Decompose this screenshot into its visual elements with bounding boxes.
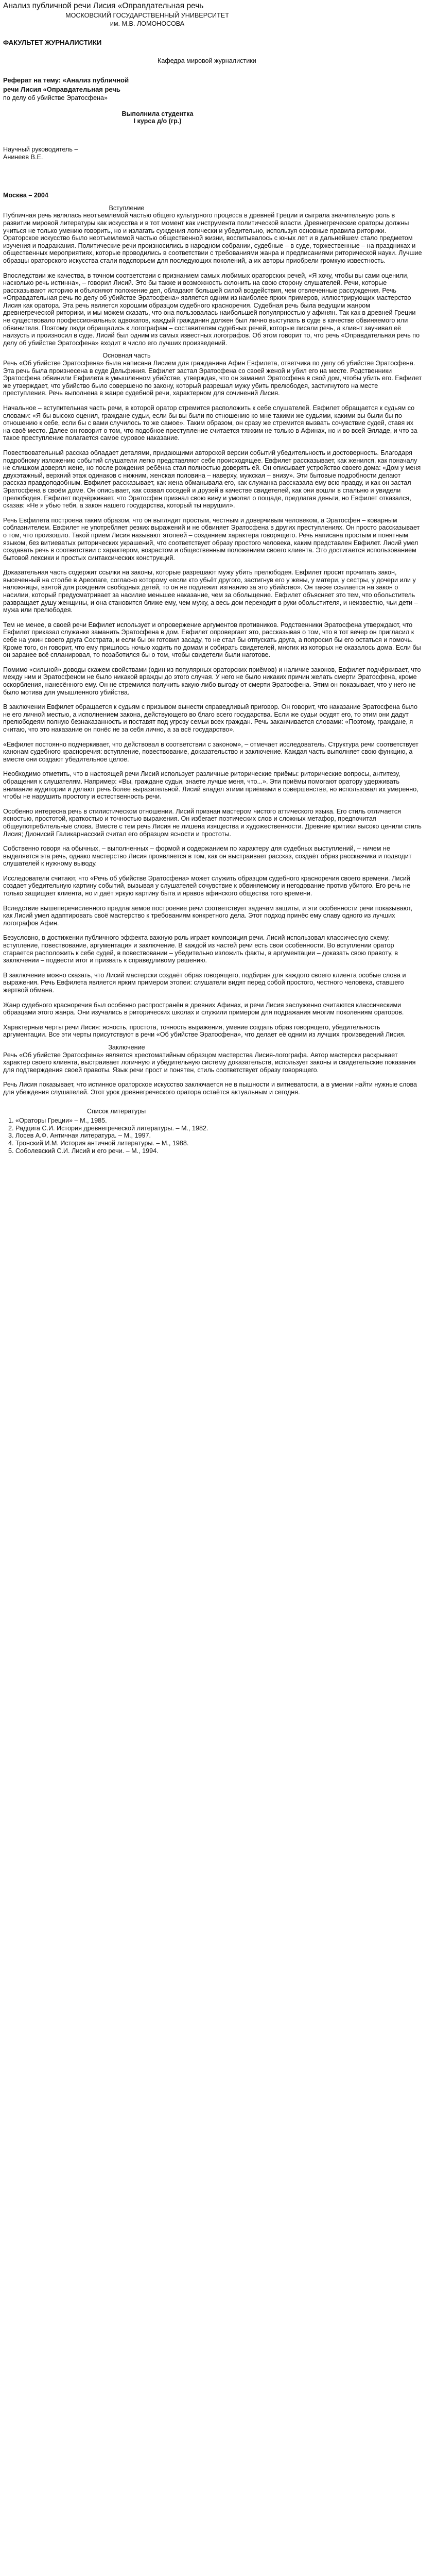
body-paragraph: Жанр судебного красноречия был особенно распространён в древних Афинах, и речи Лисия заслуженно считаются классическими образцами этого жанра. Они изучались в риторических школах и служили примером для подражания многим поколениям ораторов.: [3, 1001, 404, 1016]
section-heading: Основная часть: [102, 352, 151, 360]
body-paragraph: «Евфилет постоянно подчеркивает, что действовал в соответствии с законом», – отмечает исследователь. Структура речи соответствует канонам судебного красноречия: вступление, повествование, доказательство и заключение. Каждая часть выполняет свою функцию, а вместе они создают убедительное целое.: [3, 740, 418, 763]
body-paragraph: Доказательная часть содержит ссылки на законы, которые разрешают мужу убить прелюбодея. Евфилет просит прочитать закон, высеченный на столбе в Ареопаге, согласно которому «если кто убьёт другого, застигнув его у жены, у матери, у сестры, у дочери или у наложницы, взятой для рождения свободных детей, то он не подлежит изгнанию за это убийство». Он также ссылается на закон о насилии, который предусматривает за насилие меньшее наказание, чем за обольщение. Евфилет объясняет это тем, что обольститель развращает душу женщины, и она становится ближе ему, чем мужу, а весь дом переходит в руки обольстителя, и неизвестно, чьи дети – мужа или прелюбодея.: [3, 569, 418, 614]
body-paragraph: Повествовательный рассказ обладает деталями, придающими авторской версии событий убедительность и достоверность. Благодаря подробному изложению событий слушатели легко представляют себе происходящее. Евфилет рассказывает, как женился, как поначалу не слишком доверял жене, но после рождения ребёнка стал полностью доверять ей. Он описывает устройство своего дома: «Дом у меня двухэтажный, верхний этаж одинаков с нижним, женская половина – наверху, мужская – внизу». Эти бытовые подробности делают рассказ правдоподобным. Евфилет рассказывает, как жена обманывала его, как служанка рассказала ему всю правду, и как он застал Эратосфена в своём доме. Он описывает, как созвал соседей и друзей в качестве свидетелей, как они вошли в спальню и увидели прелюбодея. Евфилет подчёркивает, что Эратосфен признал свою вину и умолял о пощаде, предлагая деньги, но Евфилет отказался, сказав: «Не я убью тебя, а закон нашего государства, который ты нарушил».: [3, 449, 421, 510]
university-subtitle: им. М.В. ЛОМОНОСОВА: [110, 20, 185, 27]
body-paragraph: Безусловно, в достижении публичного эффекта важную роль играет композиция речи. Лисий использовал классическую схему: вступление, повествование, аргументация и заключение. В каждой из частей речи есть свои особенности. Во вступлении оратор старается расположить к себе судей, в повествовании – убедительно изложить факты, в аргументации – доказать свою правоту, в заключении – подвести итог и призвать к справедливому решению.: [3, 934, 398, 964]
body-paragraph: Речь «Об убийстве Эратосфена» была написана Лисием для гражданина Афин Евфилета, ответчика по делу об убийстве Эратосфена. Эта речь была произнесена в суде Дельфиния. Евфилет застал Эратосфена со своей женой и убил его на месте. Родственники Эратосфена обвинили Евфилета в умышленном убийстве, утверждая, что он заманил Эратосфена в свой дом, чтобы убить его. Евфилет же утверждает, что убийство было совершено по закону, который разрешал мужу убить прелюбодея, застигнутого на месте преступления. Речь выполнена в жанре судебной речи, характерном для сочинений Лисия.: [3, 360, 422, 397]
body-paragraph: Собственно говоря на обычных, – выполненных – формой и содержанием по характеру для судебных выступлений, – ничем не выделяется эта речь, однако мастерство Лисия проявляется в том, как он выстраивает рассказ, создаёт образ рассказчика и подводит слушателей к нужному выводу.: [3, 845, 412, 868]
reference-item: 2. Радцига С.И. История древнегреческой литературы. – М., 1982.: [15, 1125, 422, 1132]
body-paragraph: Особенно интересна речь в стилистическом отношении. Лисий признан мастером чистого аттического языка. Его стиль отличается ясностью, простотой, краткостью и точностью выражения. Он избегает поэтических слов и сложных метафор, предпочитая общеупотребительные слова. Вместе с тем речь Лисия не лишена изящества и художественности. Древние критики высоко ценили стиль Лисия; Дионисий Галикарнасский считал его образцом ясности и простоты.: [3, 807, 422, 838]
body-paragraph: Исследователи считают, что «Речь об убийстве Эратосфена» может служить образцом судебного красноречия своего времени. Лисий создает убедительную картину событий, вызывая у слушателей сочувствие к обвиняемому и негодование против убитого. Его речь не только защищает клиента, но и даёт яркую картину быта и нравов афинского общества того времени.: [3, 874, 411, 897]
place-year: Москва – 2004: [3, 192, 48, 199]
body-paragraph: Публичная речь являлась неотъемлемой частью общего культурного процесса в древней Греции и сыграла значительную роль в развитии мировой литературы как искусства и в тот момент как инструмента политической власти. Древнегреческие ораторы должны учиться не только умению говорить, но и излагать суждения логически и убедительно, используя основные правила риторики. Ораторское искусство было неотъемлемой частью общественной жизни, воспитывалось с юных лет и в дальнейшем стало предметом изучения и подражания. Политические речи произносились в народном собрании, судебные – в суде, торжественные – на праздниках и общественных мероприятиях, которые проводились в соответствии с требованиями жанра и предписаниями риторической науки. Лучшие образцы ораторского искусства стали подспорьем для последующих поколений, а их авторы приобрели громкую известность.: [3, 212, 422, 264]
department-label: Кафедра мировой журналистики: [158, 57, 256, 64]
body-paragraph: Речь Евфилета построена таким образом, что он выглядит простым, честным и доверчивым человеком, а Эратосфен – коварным соблазнителем. Евфилет не употребляет резких выражений и не обвиняет Эратосфена в других преступлениях. Он просто рассказывает о том, что произошло. Такой прием Лисия называют этопеей – созданием характера говорящего. Речь написана простым и понятным языком, без витиеватых риторических украшений, что соответствует образу простого человека, каким представлен Евфилет. Лисий умел создавать речь в соответствии с характером, возрастом и общественным положением своего клиента. Это достигается использованием бытовой лексики и простых синтаксических конструкций.: [3, 516, 420, 562]
references-title: Список литературы: [86, 1107, 146, 1115]
references-list: [3, 1117, 422, 1155]
body-paragraph: Вследствие вышеперечисленного предлагаемое построение речи соответствует задачам защиты, и эти особенности речи показывают, как Лисий умел адаптировать своё мастерство к требованиям конкретного дела. Этот подход принёс ему славу одного из лучших логографов Афин.: [3, 904, 412, 927]
faculty-heading: ФАКУЛЬТЕТ ЖУРНАЛИСТИКИ: [3, 39, 102, 46]
section-heading: Вступление: [109, 204, 145, 212]
supervisor-label: Научный руководитель –: [3, 145, 78, 153]
body-paragraph: Начальное – вступительная часть речи, в которой оратор стремится расположить к себе слушателей. Евфилет обращается к судьям со словами: «Я бы высоко оценил, граждане судьи, если бы вы были по отношению ко мне такими же судьями, какими вы были бы по отношению к себе, если бы с вами случилось то же самое». Таким образом, он сразу же стремится вызвать сочувствие судей, ставя их на своё место. Далее он говорит о том, что подобное преступление считается тяжким не только в Афинах, но и во всей Элладе, и что за такое преступление полагается самое суровое наказание.: [3, 404, 417, 442]
body-paragraph: Помимо «сильной» доводы скажем свойствами (один из популярных ораторских приёмов) и наличие законов, Евфилет подчёркивает, что между ним и Эратосфеном не было никакой вражды до этого случая. У него не было никаких причин желать смерти Эратосфена, кроме оскорбления, нанесённого ему. Он не стремился получить какую-либо выгоду от смерти Эратосфена. Этим он показывает, что у него не было мотива для умышленного убийства.: [3, 666, 421, 696]
body-paragraph: Речь Лисия показывает, что истинное ораторское искусство заключается не в пышности и витиеватости, а в умении найти нужные слова для убеждения слушателей. Этот урок древнегреческого оратора остаётся актуальным и сегодня.: [3, 1081, 417, 1096]
reference-item: 5. Соболевский С.И. Лисий и его речи. – М., 1994.: [15, 1147, 422, 1155]
document-page: [0, 1, 422, 1155]
body-paragraph: Речь «Об убийстве Эратосфена» является хрестоматийным образцом мастерства Лисия-логографа. Автор мастерски раскрывает характер своего клиента, выстраивает логичную и убедительную систему доказательств, использует законы и свидетельские показания для подтверждения своей правоты. Язык речи прост и понятен, стиль соответствует образу говорящего.: [3, 1051, 416, 1074]
reference-item: 3. Лосев А.Ф. Античная литература. – М., 1997.: [15, 1132, 422, 1140]
body-paragraph: Тем не менее, в своей речи Евфилет использует и опровержение аргументов противников. Родственники Эратосфена утверждают, что Евфилет приказал служанке заманить Эратосфена в дом. Евфилет опровергает это, рассказывая о том, что в тот вечер он пригласил к себе на ужин своего друга Сострата, и если бы он готовил засаду, то не стал бы отпускать друга, а попросил бы его остаться и помочь. Кроме того, он говорит, что ему пришлось ночью ходить по домам и собирать свидетелей, многих из которых не оказалось дома. Если бы он заранее всё спланировал, то позаботился бы о том, чтобы свидетели были наготове.: [3, 621, 421, 659]
executor-line-1: Выполнила студентка: [121, 110, 194, 117]
topic-line-2: речи Лисия «Оправдательная речь: [3, 86, 120, 94]
document-body: [3, 205, 422, 1096]
body-paragraph: В заключение можно сказать, что Лисий мастерски создаёт образ говорящего, подбирая для каждого своего клиента особые слова и выражения. Речь Евфилета является ярким примером этопеи: слушатели видят перед собой простого, честного человека, ставшего жертвой обмана.: [3, 971, 406, 994]
topic-line-1: Реферат на тему: «Анализ публичной: [3, 76, 129, 84]
body-paragraph: Характерные черты речи Лисия: ясность, простота, точность выражения, умение создать образ говорящего, убедительность аргументации. Все эти черты присутствуют в речи «Об убийстве Эратосфена», что делает её одним из лучших произведений Лисия.: [3, 1023, 406, 1039]
supervisor-name: Анинеев В.Е.: [3, 153, 43, 161]
university-name: МОСКОВСКИЙ ГОСУДАРСТВЕННЫЙ УНИВЕРСИТЕТ: [65, 12, 229, 19]
body-paragraph: Необходимо отметить, что в настоящей речи Лисий использует различные риторические приёмы: риторические вопросы, антитезу, обращения к слушателям. Например: «Вы, граждане судьи, знаете лучше меня, что...». Эти приёмы помогают оратору удерживать внимание аудитории и делают речь более выразительной. Лисий владел этими приёмами в совершенстве, но использовал их умеренно, чтобы не нарушить простоту и естественность речи.: [3, 770, 418, 801]
topic-line-3: по делу об убийстве Эратосфена»: [3, 94, 108, 102]
document-title: Анализ публичной речи Лисия «Оправдательная речь: [3, 2, 204, 10]
executor-line-2: I курса д/о (гр.): [133, 117, 182, 125]
body-paragraph: В заключении Евфилет обращается к судьям с призывом вынести справедливый приговор. Он говорит, что наказание Эратосфена было не его личной местью, а исполнением закона, действующего во благо всего государства. Если же судьи осудят его, то этим они дадут прелюбодеям полную безнаказанность и поставят под угрозу семьи всех граждан. Речь заканчивается словами: «Поэтому, граждане, я считаю, что это наказание он понёс не за себя лично, а за всё государство».: [3, 703, 417, 733]
reference-item: 1. «Ораторы Греции» – М., 1985.: [15, 1117, 422, 1125]
reference-item: 4. Тронский И.М. История античной литературы. – М., 1988.: [15, 1140, 422, 1147]
body-paragraph: Впоследствии же качества, в точном соответствии с признанием самых любимых ораторских речей, «Я хочу, чтобы вы сами оценили, насколько речь истинна», – говорил Лисий. Это бы также и возможность склонить на свою сторону слушателей. Речи, которые рассказывают историю и объясняют положение дел, обладают большей силой воздействия, чем отвлеченные рассуждения. Речь «Оправдательная речь по делу об убийстве Эратосфена» является одним из наиболее ярких примеров, иллюстрирующих мастерство Лисия как оратора. Эта речь является хорошим образцом судебного красноречия. Судебная речь была ведущим жанром древнегреческой риторики, и мы можем сказать, что она пользовалась наибольшей популярностью у афинян. Так как в древней Греции не существовало профессиональных адвокатов, каждый гражданин должен был лично выступать в суде в качестве обвиняемого или обвинителя. Поэтому люди обращались к логографам – составителям судебных речей, которые писали речь, а клиент заучивал её наизусть и произносил в суде. Лисий был одним из самых известных логографов. Об этом говорит то, что речь «Оправдательная речь по делу об убийстве Эратосфена» входит в число его лучших произведений.: [3, 272, 420, 347]
section-heading: Заключение: [108, 1043, 145, 1051]
